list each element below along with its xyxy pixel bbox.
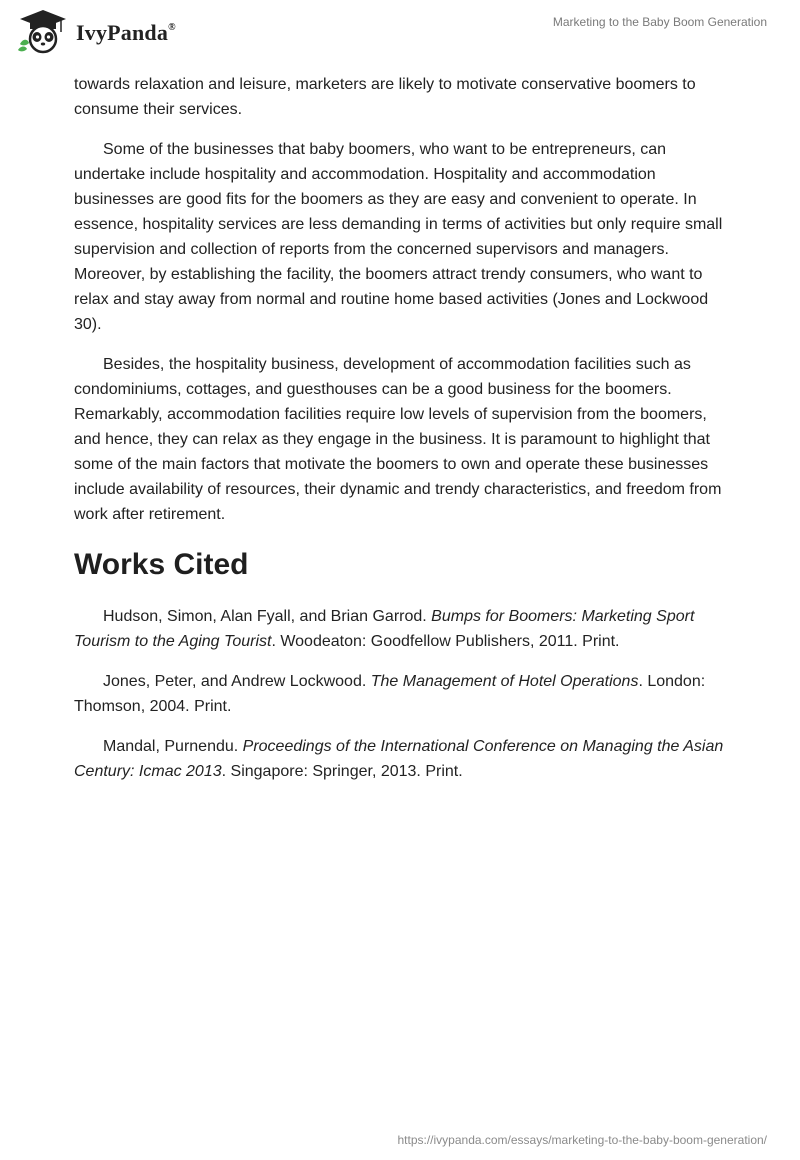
essay-content bbox=[74, 72, 730, 799]
citation-publication: . Singapore: Springer, 2013. Print. bbox=[221, 763, 463, 780]
citation-title: The Management of Hotel Operations bbox=[370, 673, 639, 690]
citation-publication: . London: Thomson, 2004. Print. bbox=[74, 673, 706, 715]
panda-graduate-icon bbox=[14, 8, 72, 54]
body-paragraph: towards relaxation and leisure, marketers are likely to motivate conservative boomers to consume their services. bbox=[74, 76, 696, 118]
page-header bbox=[0, 0, 800, 70]
citation-title: Proceedings of the International Conference on Managing the Asian Century: Icmac 2013 bbox=[74, 738, 724, 780]
citation-authors: Jones, Peter, and Andrew Lockwood. bbox=[103, 673, 371, 690]
citation-title: Bumps for Boomers: Marketing Sport Tourism to the Aging Tourist bbox=[74, 608, 695, 650]
citation-entry bbox=[74, 604, 730, 654]
citation-authors: Hudson, Simon, Alan Fyall, and Brian Garrod. bbox=[103, 608, 432, 625]
works-cited-heading: Works Cited bbox=[74, 548, 249, 581]
logo-text: IvyPanda® bbox=[76, 20, 176, 45]
body-paragraph: Besides, the hospitality business, development of accommodation facilities such as condominiums, cottages, and guesthouses can be a good business for the boomers. Remarkably, accommodation facilities require low levels of supervision from the boomers, and hence, they can relax as they engage in the business. It is paramount to highlight that some of the main factors that motivate the boomers to own and operate these businesses include availability of resources, their dynamic and trendy characteristics, and freedom from work after retirement. bbox=[74, 356, 722, 523]
citation-authors: Mandal, Purnendu. bbox=[103, 738, 243, 755]
document-title: Marketing to the Baby Boom Generation bbox=[552, 15, 767, 29]
source-url-link[interactable]: https://ivypanda.com/essays/marketing-to-the-baby-boom-generation/ bbox=[397, 1133, 767, 1147]
citation-entry bbox=[74, 669, 730, 719]
citation-entry bbox=[74, 734, 730, 784]
ivypanda-logo[interactable] bbox=[14, 8, 176, 54]
body-paragraph: Some of the businesses that baby boomers, who want to be entrepreneurs, can undertake include hospitality and accommodation. Hospitality and accommodation businesses are good fits for the boomers as they are easy and convenient to operate. In essence, hospitality services are less demanding in terms of activities but only require small supervision and collection of reports from the concerned supervisors and managers. Moreover, by establishing the facility, the boomers attract trendy consumers, who want to relax and stay away from normal and routine home based activities (Jones and Lockwood 30). bbox=[74, 141, 723, 333]
citation-publication: . Woodeaton: Goodfellow Publishers, 2011. Print. bbox=[271, 633, 620, 650]
